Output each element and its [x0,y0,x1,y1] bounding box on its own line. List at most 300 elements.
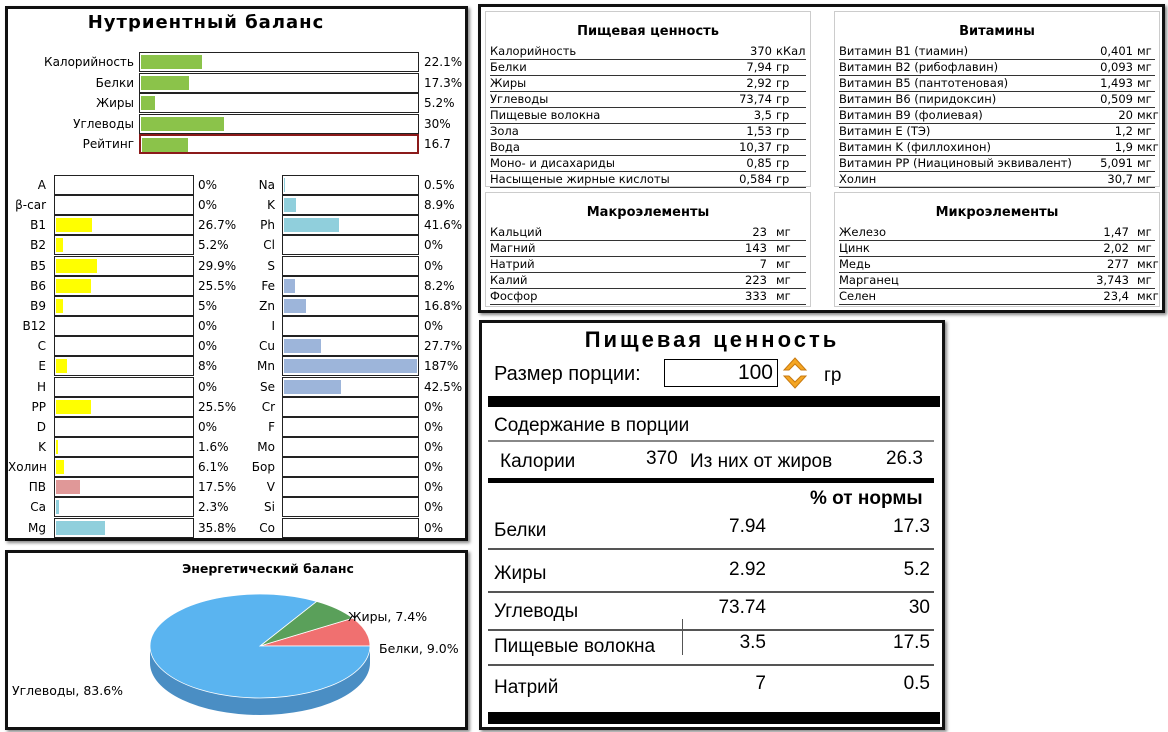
micro-label: B12 [22,319,46,334]
micro-bar [282,377,419,397]
nutrient-value: 16.7 [424,137,451,151]
micro-bar [54,316,194,336]
micro-value: 0% [198,339,218,354]
table-row [839,289,1159,305]
micro-value: 17.5% [198,480,237,495]
row-name: Витамин B9 (фолиевая) [839,108,983,122]
row-name: Зола [490,124,519,138]
row-value: 0,093 [1100,60,1133,74]
nutrition-label-panel [479,320,945,730]
table-row [490,172,806,188]
micro-bar-fill [284,299,306,313]
content-header: Содержание в порции [494,415,690,436]
micro-bar [54,397,194,417]
nutrient-label: Рейтинг [82,137,134,151]
nutrient-bar [139,93,419,113]
label-row-amount: 3.5 [739,632,766,653]
micro-value: 8% [198,359,218,374]
micro-bar [282,336,419,356]
label-row-pct: 0.5 [903,673,930,694]
row-value: 0,584 [739,172,772,186]
divider-medium [488,478,934,483]
row-unit: гр [776,172,790,186]
row-name: Витамин E (ТЭ) [839,124,931,138]
table-row [839,156,1155,172]
micro-label: Бор [251,460,275,475]
micro-bar-fill [56,359,67,373]
nutrient-label: Калорийность [44,55,134,69]
table-row [490,273,806,289]
micro-bar [54,477,194,497]
micro-label: Mn [257,359,275,374]
micro-value: 5% [198,298,218,313]
portion-unit: гр [824,365,842,386]
label-row-divider [488,591,934,593]
micro-bar [282,397,419,417]
portion-value: 100 [737,361,773,384]
table-row [839,124,1155,140]
micro-bar [282,437,419,457]
nutrient-row [8,73,468,93]
micro-value: 0% [424,460,444,475]
row-unit: кКал [776,44,806,58]
table-title: Микроэлементы [935,205,1059,220]
row-name: Магний [490,241,536,255]
row-value: 2,02 [1103,241,1129,255]
micro-bar-fill [56,400,91,414]
macro-table [485,192,811,307]
label-row-amount: 7 [755,673,766,694]
row-unit: гр [776,124,790,138]
row-unit: мг [1137,60,1152,74]
micro-bar [54,356,194,376]
table-row [490,124,806,140]
row-value: 0,401 [1100,44,1133,58]
table-row [490,257,806,273]
row-name: Кальций [490,225,543,239]
row-name: Вода [490,140,520,154]
micro-bar-fill [56,500,59,514]
label-row-pct: 17.5 [893,632,930,653]
row-unit: мг [1137,273,1152,287]
nutrient-bar-fill [141,117,224,131]
row-unit: мкг [1137,108,1159,122]
table-row [490,156,806,172]
micro-bar [54,497,194,517]
row-unit: мг [1137,76,1152,90]
micro-bar-fill [284,198,296,212]
row-value: 333 [745,289,767,303]
micro-bar [282,316,419,336]
row-name: Пищевые волокна [490,108,601,122]
micro-value: 29.9% [198,258,237,273]
micro-bar [282,296,419,316]
micro-value: 16.8% [424,298,463,313]
micro-value: 5.2% [198,238,229,253]
row-value: 20 [1118,108,1133,122]
micro-value: 0% [198,198,218,213]
from-fat-label: Из них от жиров [690,451,833,472]
row-name: Железо [839,225,887,239]
micro-bar [282,195,419,215]
row-value: 23,4 [1103,289,1129,303]
nutrition-table [485,11,811,187]
micro-bar [54,296,194,316]
row-value: 1,9 [1114,140,1133,154]
micro-bar [282,417,419,437]
row-value: 0,509 [1100,92,1133,106]
row-value: 3,743 [1096,273,1129,287]
row-unit: гр [776,60,790,74]
micro-label: K [267,198,275,213]
micro-label: Mg [28,520,46,535]
micro-label: B5 [30,258,46,273]
micro-value: 0% [424,480,444,495]
micro-label: F [268,419,275,434]
micro-value: 26.7% [198,218,237,233]
row-name: Марганец [839,273,899,287]
portion-stepper-icon[interactable] [782,356,808,390]
row-value: 370 [750,44,772,58]
table-row [490,108,806,124]
micro-value: 0% [424,439,444,454]
row-value: 277 [1107,257,1129,271]
table-row [839,225,1155,241]
row-name: Цинк [839,241,870,255]
table-row [839,76,1155,92]
row-name: Калий [490,273,528,287]
divider-thick [488,396,940,407]
row-value: 10,37 [739,140,772,154]
micro-label: ПВ [28,480,46,495]
energy-pie-chart [8,553,465,727]
row-name: Витамин K (филлохинон) [839,140,991,154]
micro-value: 6.1% [198,460,229,475]
micro-bar [54,195,194,215]
micro-value: 0% [424,520,444,535]
table-row [490,60,806,76]
table-row [839,140,1159,156]
micro-bar [282,215,419,235]
table-row [490,44,806,60]
micro-value: 2.3% [198,500,229,515]
micro-value: 0% [424,258,444,273]
micro-bar [54,256,194,276]
micro-bar [54,377,194,397]
label-row-amount: 2.92 [729,559,766,580]
row-value: 30,7 [1107,172,1133,186]
row-unit: мг [1137,44,1152,58]
micro-value: 0% [424,319,444,334]
row-unit: мкг [1137,257,1159,271]
row-unit: мг [1137,172,1152,186]
row-value: 0,85 [746,156,772,170]
row-value: 7,94 [746,60,772,74]
micro-value: 25.5% [198,278,237,293]
energy-balance-panel [5,550,468,730]
micro-bar [282,356,419,376]
micro-value: 187% [424,359,459,374]
micro-label: Na [258,178,275,192]
micro-label: H [36,379,46,394]
micro-bar [282,276,419,296]
nutrient-row [8,134,468,154]
micro-bar-fill [56,238,63,252]
row-value: 223 [745,273,767,287]
micro-value: 0.5% [424,178,455,192]
micro-bar-fill [284,218,339,232]
row-unit: мкг [1137,289,1159,303]
nutrient-label: Жиры [96,96,134,110]
micro-bar-fill [284,359,417,373]
row-name: Фосфор [490,289,538,303]
row-unit: гр [776,76,790,90]
nutrient-value: 22.1% [424,55,463,69]
row-value: 73,74 [739,92,772,106]
micro-bar [54,276,194,296]
micro-value: 0% [424,238,444,253]
row-name: Натрий [490,257,535,271]
micro-value: 0% [424,399,444,414]
table-title: Витамины [959,24,1035,39]
divider [488,440,934,442]
table-row [839,92,1155,108]
row-unit: гр [776,140,790,154]
micro-label: Ph [260,218,275,233]
micro-bar [282,256,419,276]
micro-value: 0% [198,319,218,334]
table-row [490,289,806,305]
micro-bar-fill [56,460,64,474]
row-name: Холин [839,172,877,186]
row-name: Витамин B6 (пиридоксин) [839,92,997,106]
vitamins-table [834,11,1160,187]
micro-label: B1 [30,218,46,233]
row-unit: мг [776,289,791,303]
table-row [490,140,806,156]
row-value: 1,47 [1103,225,1129,239]
nutrient-value: 30% [424,116,451,131]
row-value: 143 [745,241,767,255]
divider-bottom [488,712,940,724]
row-unit: гр [776,156,790,170]
row-name: Витамин PP (Ниациновый эквивалент) [839,156,1072,170]
row-unit: мг [1137,92,1152,106]
table-row [490,225,806,241]
micro-bar-fill [56,299,63,313]
row-unit: мг [1137,124,1152,138]
micro-bar-fill [56,480,80,494]
nutrient-row [8,52,468,72]
row-value: 5,091 [1100,156,1133,170]
micro-value: 27.7% [424,339,463,354]
label-row-pct: 30 [908,597,930,618]
pie-title: Энергетический баланс [182,561,354,576]
row-value: 1,2 [1114,124,1133,138]
micro-bar [54,235,194,255]
row-unit: гр [776,92,790,106]
nutrient-balance-panel [5,6,468,541]
label-row-name: Натрий [494,677,559,698]
micro-value: 8.9% [424,198,455,213]
nutrient-bar-fill [141,76,189,90]
nutrient-value: 5.2% [424,96,455,110]
micro-bar [282,477,419,497]
micro-bar [282,235,419,255]
micro-bar-fill [284,380,341,394]
table-row [490,241,806,257]
micro-label: B9 [30,298,46,313]
row-name: Насыщеные жирные кислоты [490,172,670,186]
micro-bar [54,457,194,477]
micro-label: Mo [257,439,275,454]
micro-label: β-car [15,198,46,213]
label-row-name: Углеводы [494,601,579,622]
table-title: Пищевая ценность [577,24,719,39]
micro-label: A [37,178,46,192]
row-value: 23 [752,225,767,239]
micro-bar [54,417,194,437]
micro-bar-fill [56,279,91,293]
micro-label: Cl [263,238,275,253]
label-row-name: Белки [494,520,547,541]
micro-bar-fill [284,339,321,353]
row-name: Медь [839,257,871,271]
table-row [490,76,806,92]
row-name: Витамин B2 (рибофлавин) [839,60,999,74]
micro-value: 8.2% [424,278,455,293]
micro-label: Cr [261,399,275,414]
row-value: 1,493 [1100,76,1133,90]
micro-label: PP [31,399,46,414]
micro-bar-fill [56,521,105,535]
nutrient-bar [139,134,419,154]
nutrient-bar-fill [141,96,155,110]
micro-value: 0% [198,178,218,192]
label-title: Пищевая ценность [584,327,840,352]
micro-bar [282,518,419,538]
micro-label: E [38,359,46,374]
table-row [839,273,1155,289]
nutrient-row [8,114,468,134]
nutrient-label: Углеводы [73,116,134,131]
nutrient-bar [139,73,419,93]
micro-bar-fill [56,218,92,232]
row-unit: мг [776,241,791,255]
table-row [839,257,1159,273]
label-row-name: Жиры [494,563,547,584]
table-title: Макроэлементы [586,205,710,220]
micro-bar [54,336,194,356]
row-value: 3,5 [753,108,772,122]
table-row [839,172,1155,188]
composition-tables-panel [478,4,1165,313]
micro-label: I [271,319,275,334]
table-row [490,92,806,108]
label-row-amount: 7.94 [729,516,766,537]
micro-value: 0% [424,419,444,434]
label-row-amount: 73.74 [718,597,766,618]
micro-label: Холин [8,460,47,475]
nutrient-row [8,93,468,113]
micro-bar [54,518,194,538]
micro-label: V [266,480,275,495]
row-name: Углеводы [490,92,549,106]
nutrient-balance-title: Нутриентный баланс [87,12,325,33]
nutrient-bar-fill [142,138,188,152]
row-unit: мкг [1137,140,1159,154]
row-value: 2,92 [746,76,772,90]
calories-value: 370 [646,448,678,469]
nutrient-label: Белки [95,75,134,90]
micro-value: 1.6% [198,439,229,454]
micro-label: B2 [30,238,46,253]
micro-bar [282,175,419,195]
micro-value: 0% [424,500,444,515]
micro-bar [54,175,194,195]
micro-label: B6 [30,278,46,293]
micro-label: D [36,419,46,434]
micro-value: 41.6% [424,218,463,233]
row-name: Витамин B5 (пантотеновая) [839,76,1009,90]
row-name: Белки [490,60,527,74]
row-name: Жиры [490,76,527,90]
pie-label-Углеводы: Углеводы, 83.6% [12,683,124,698]
micro-label: S [267,258,275,273]
nutrient-bar [139,114,419,134]
row-unit: мг [1137,156,1152,170]
portion-label: Размер порции: [494,363,641,385]
from-fat-value: 26.3 [886,448,923,469]
nutrient-bar [139,52,419,72]
micro-label: Fe [261,278,275,293]
norm-header: % от нормы [810,488,923,509]
row-unit: мг [776,273,791,287]
pie-label-Белки: Белки, 9.0% [379,641,459,656]
table-row [839,108,1159,124]
label-row-divider [488,548,934,550]
micro-bar-fill [56,259,97,273]
micro-label: C [37,339,46,354]
row-name: Калорийность [490,44,577,58]
micro-label: Zn [259,298,275,313]
micro-bar [54,215,194,235]
row-unit: мг [776,225,791,239]
row-value: 7 [759,257,767,271]
micro-value: 0% [198,379,218,394]
micro-value: 35.8% [198,520,237,535]
row-value: 1,53 [746,124,772,138]
micro-label: Si [264,500,275,515]
row-unit: мг [776,257,791,271]
table-row [839,241,1155,257]
portion-input[interactable] [664,359,778,387]
table-row [839,60,1155,76]
label-row-pct: 17.3 [893,516,930,537]
micro-label: K [38,439,46,454]
text-cursor [682,619,683,655]
label-row-divider [488,664,934,666]
row-unit: мг [1137,241,1152,255]
micro-bar [282,497,419,517]
row-unit: мг [1137,225,1152,239]
micro-label: Ca [30,500,46,515]
micro-bar-fill [284,178,285,192]
micro-label: Cu [259,339,275,354]
label-row-divider [488,629,934,631]
nutrient-bar-fill [141,55,202,69]
micro-table [834,192,1160,307]
